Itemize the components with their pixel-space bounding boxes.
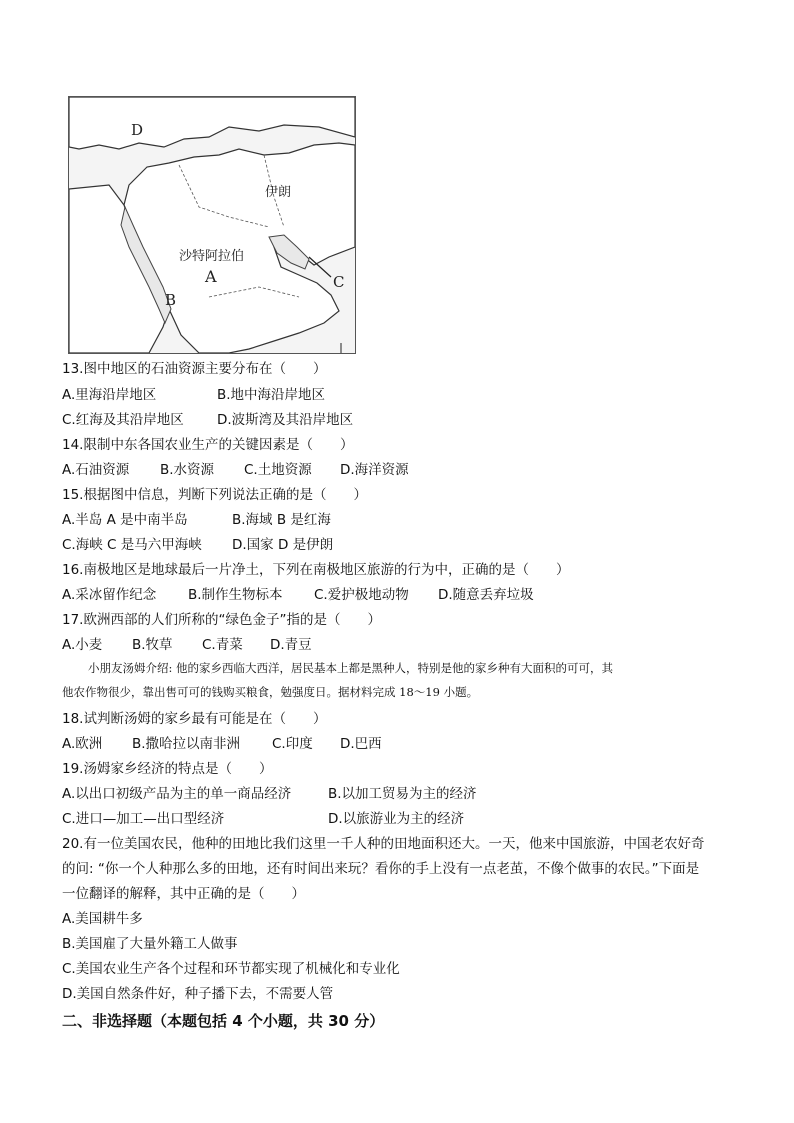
q20-option-a: A.美国耕牛多 — [62, 911, 143, 927]
q19-options-row2 — [62, 810, 464, 828]
q14-option-b: B.水资源 — [160, 462, 215, 478]
q16-option-a: A.采冰留作纪念 — [62, 587, 157, 603]
q16-option-c: C.爱护极地动物 — [314, 587, 409, 603]
q20-option-c: C.美国农业生产各个过程和环节都实现了机械化和专业化 — [62, 961, 400, 977]
q19-option-c: C.进口—加工—出口型经济 — [62, 811, 225, 827]
q19-option-d: D.以旅游业为主的经济 — [328, 811, 465, 827]
map-label-iran: 伊朗 — [265, 185, 292, 200]
q13-option-c: C.红海及其沿岸地区 — [62, 412, 184, 428]
q14-options — [62, 461, 409, 479]
q16-option-d: D.随意丢弃垃圾 — [438, 587, 534, 603]
q16-options — [62, 586, 534, 604]
q16-stem: 16.南极地区是地球最后一片净土，下列在南极地区旅游的行为中，正确的是（ ） — [62, 562, 570, 578]
q18-stem: 18.试判断汤姆的家乡最有可能是在（ ） — [62, 711, 327, 727]
q20-stem-line-1: 20.有一位美国农民，他种的田地比我们这里一千人种的田地面积还大。一天，他来中国旅游，中国老农好奇 — [62, 836, 705, 852]
middle-east-map — [68, 96, 356, 354]
q15-option-c: C.海峡 C 是马六甲海峡 — [62, 537, 202, 553]
q17-option-b: B.牧草 — [132, 637, 173, 653]
map-label-c: C — [333, 273, 345, 291]
q19-stem: 19.汤姆家乡经济的特点是（ ） — [62, 761, 273, 777]
section-2-heading: 二、非选择题（本题包括 4 个小题，共 30 分） — [62, 1012, 385, 1030]
q15-option-b: B.海域 B 是红海 — [232, 512, 331, 528]
q13-option-a: A.里海沿岸地区 — [62, 387, 157, 403]
q15-stem: 15.根据图中信息，判断下列说法正确的是（ ） — [62, 487, 367, 503]
q18-option-c: C.印度 — [272, 736, 313, 752]
q13-option-b: B.地中海沿岸地区 — [217, 387, 326, 403]
q15-options-row2 — [62, 536, 333, 554]
map-drawing — [69, 97, 355, 353]
q19-option-b: B.以加工贸易为主的经济 — [328, 786, 477, 802]
q18-option-b: B.撒哈拉以南非洲 — [132, 736, 241, 752]
q17-stem: 17.欧洲西部的人们所称的“绿色金子”指的是（ ） — [62, 612, 381, 628]
q19-options-row1 — [62, 785, 477, 803]
q20-stem-line-3: 一位翻译的解释，其中正确的是（ ） — [62, 886, 305, 902]
q19-option-a: A.以出口初级产品为主的单一商品经济 — [62, 786, 292, 802]
q17-option-a: A.小麦 — [62, 637, 103, 653]
q14-stem: 14.限制中东各国农业生产的关键因素是（ ） — [62, 437, 354, 453]
passage-line-2: 他农作物很少，靠出售可可的钱购买粮食，勉强度日。据材料完成 18～19 小题。 — [62, 685, 479, 699]
q20-stem-line-2: 的问: “你一个人种那么多的田地，还有时间出来玩？看你的手上没有一点老茧，不像个做事的农民。”下面是 — [62, 861, 700, 877]
q13-option-d: D.波斯湾及其沿岸地区 — [217, 412, 354, 428]
q16-option-b: B.制作生物标本 — [188, 587, 283, 603]
map-label-a: A — [205, 267, 217, 286]
q15-option-d: D.国家 D 是伊朗 — [232, 537, 334, 553]
q14-option-a: A.石油资源 — [62, 462, 130, 478]
map-label-d: D — [131, 121, 144, 139]
q17-option-c: C.青菜 — [202, 637, 243, 653]
q17-option-d: D.青豆 — [270, 637, 312, 653]
q15-options-row1 — [62, 511, 331, 529]
q18-option-a: A.欧洲 — [62, 736, 103, 752]
map-label-b: B — [165, 291, 177, 309]
q13-stem: 13.图中地区的石油资源主要分布在（ ） — [62, 361, 327, 377]
q13-options-row1 — [62, 386, 325, 404]
q14-option-c: C.土地资源 — [244, 462, 312, 478]
reading-passage — [62, 656, 732, 704]
q15-option-a: A.半岛 A 是中南半岛 — [62, 512, 188, 528]
q18-option-d: D.巴西 — [340, 736, 382, 752]
q20-option-b: B.美国雇了大量外籍工人做事 — [62, 936, 238, 952]
q13-options-row2 — [62, 411, 353, 429]
passage-line-1: 小朋友汤姆介绍: 他的家乡西临大西洋，居民基本上都是黑种人，特别是他的家乡种有大面积的可可，其 — [88, 661, 614, 675]
q20-option-d: D.美国自然条件好，种子播下去，不需要人管 — [62, 986, 334, 1002]
q17-options — [62, 636, 312, 654]
q14-option-d: D.海洋资源 — [340, 462, 409, 478]
q18-options — [62, 735, 382, 753]
map-label-saudi: 沙特阿拉伯 — [179, 249, 245, 264]
